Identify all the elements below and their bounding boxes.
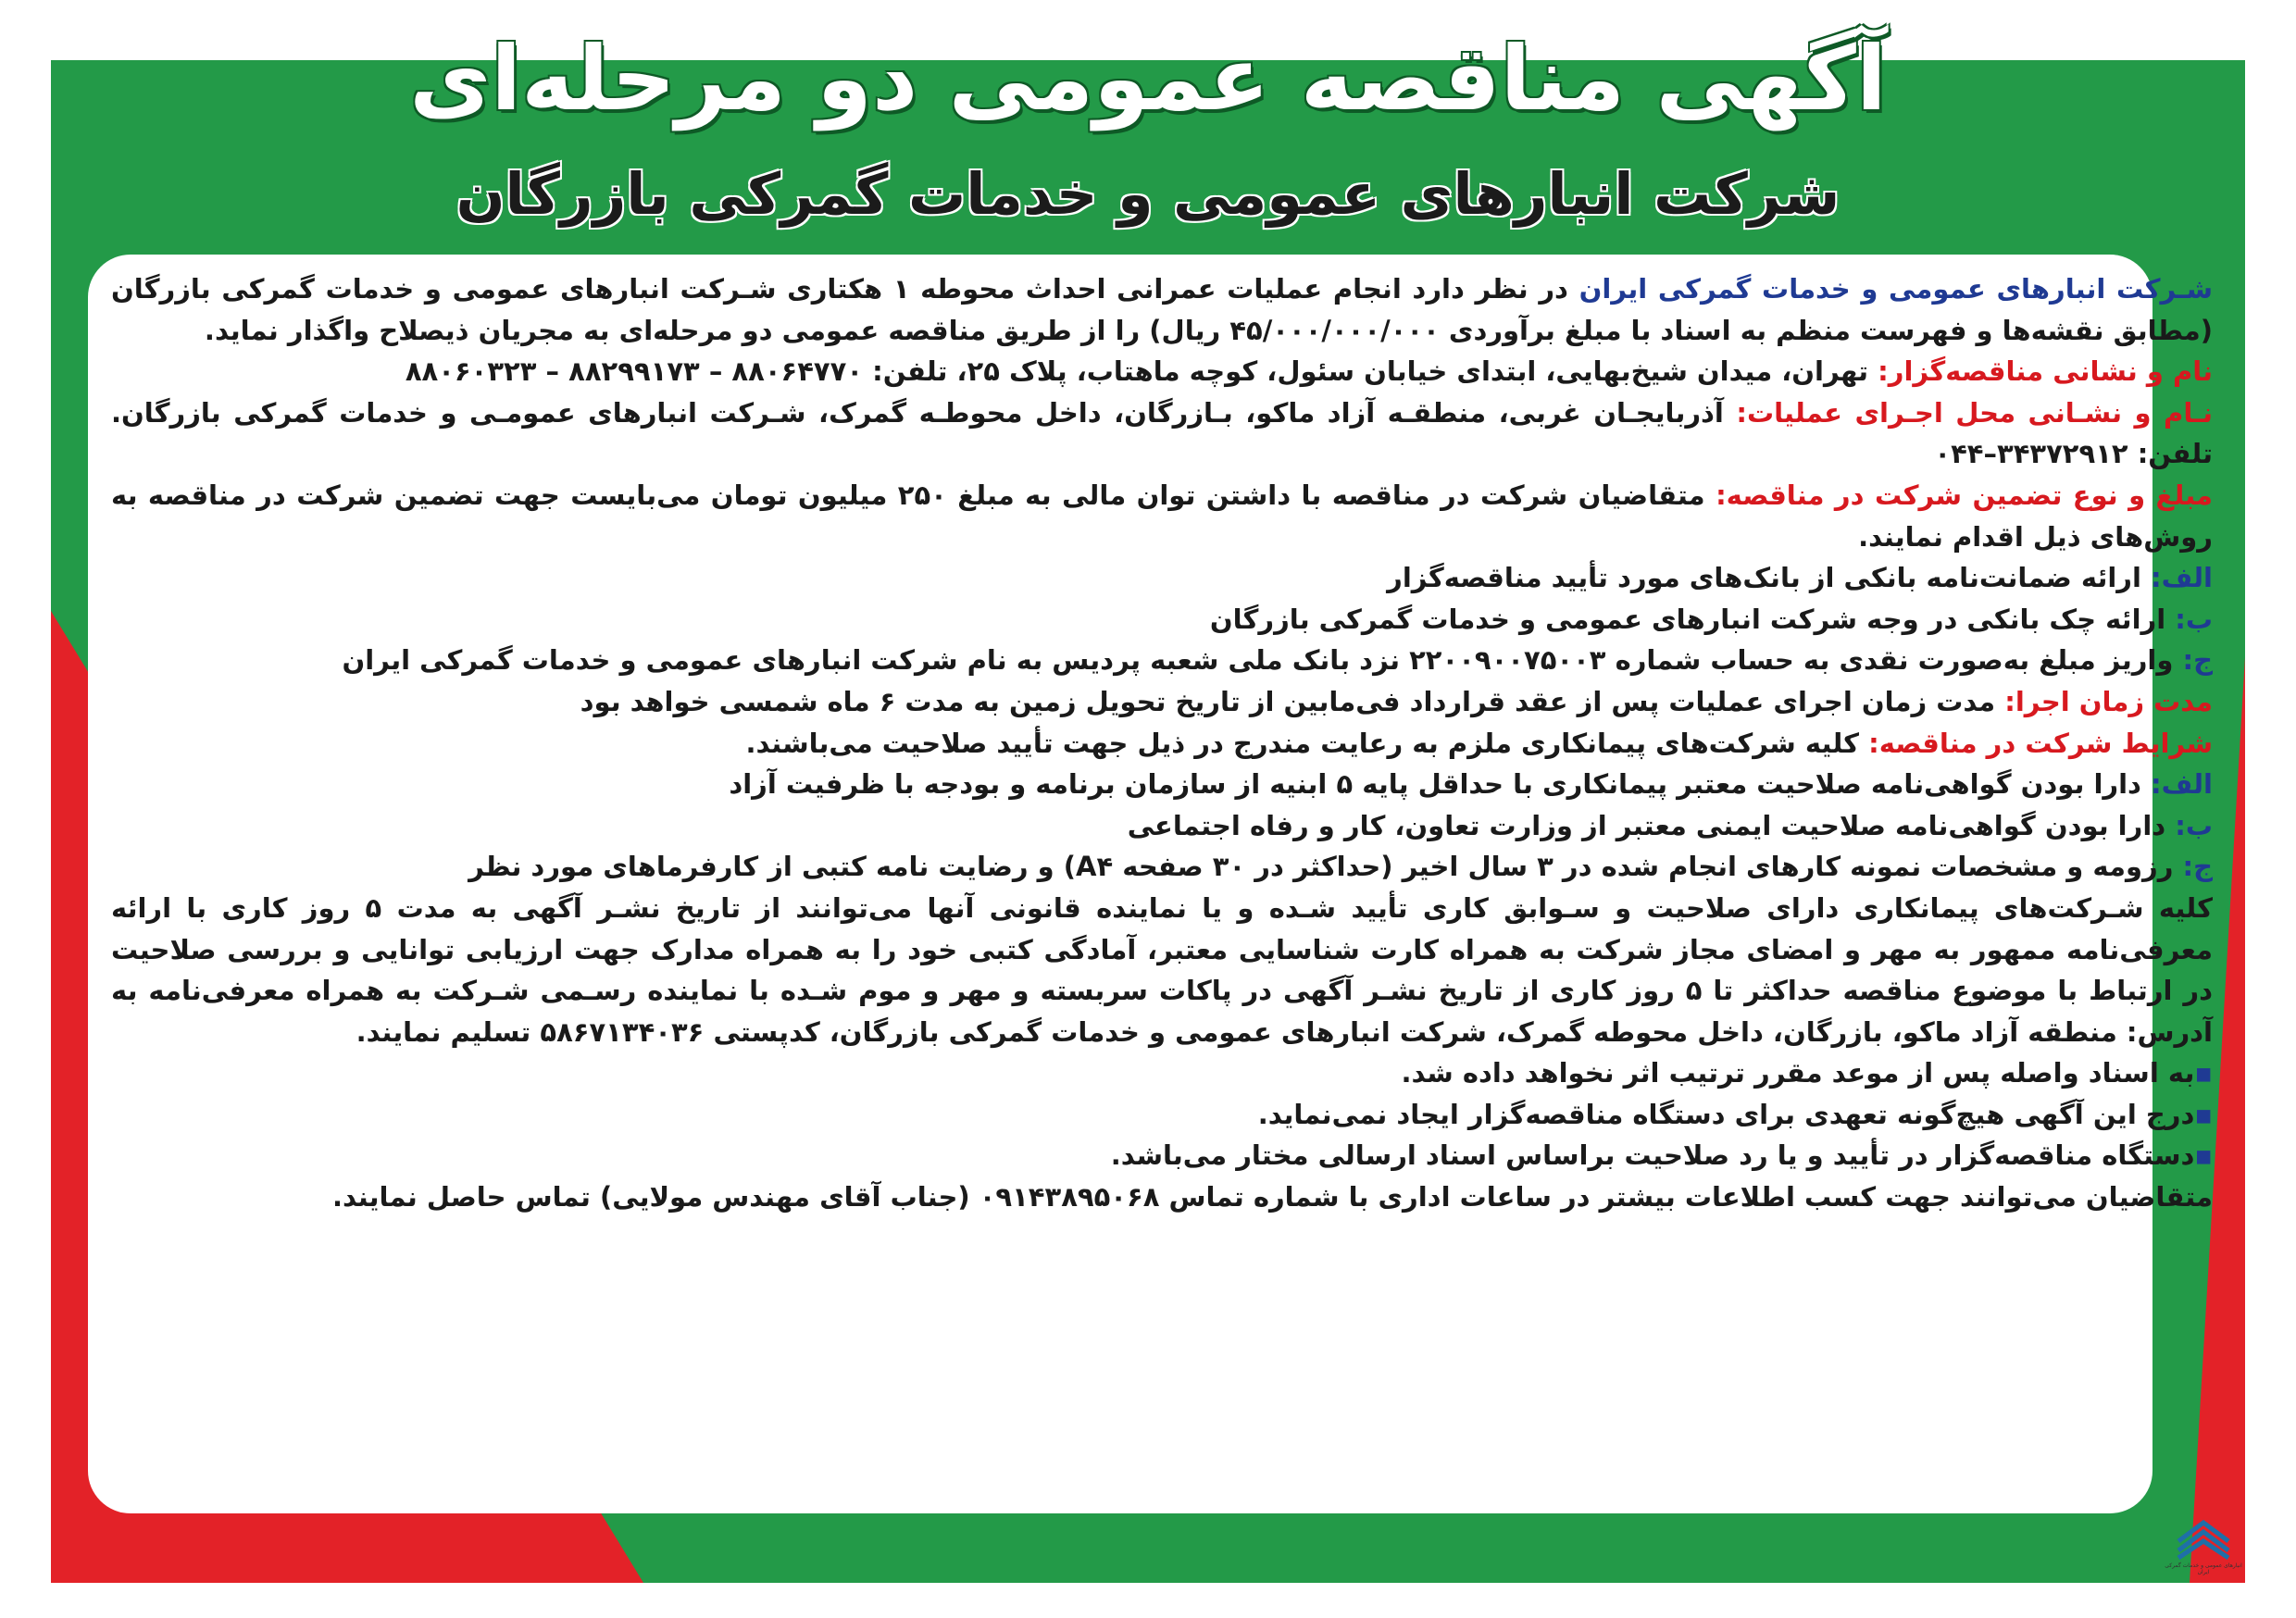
guarantee-option-text: ارائه ضمانت‌نامه بانکی از بانک‌های مورد تأیید مناقصه‌گزار <box>1387 562 2152 594</box>
guarantee-option-letter: ج: <box>2182 644 2213 677</box>
site-label: نـام و نشـانی محل اجـرای عملیات: <box>1736 396 2214 429</box>
note-text: به اسناد واصله پس از موعد مقرر ترتیب اثر نخواهد داده شد. <box>1401 1057 2195 1089</box>
guarantee-option-letter: ب: <box>2175 603 2213 635</box>
guarantee-option-letter: الف: <box>2151 562 2213 594</box>
guarantee-option <box>111 599 2213 641</box>
condition-item-letter: ب: <box>2175 809 2213 841</box>
note-item <box>111 1052 2213 1094</box>
guarantee-option <box>111 557 2213 599</box>
company-name: شـرکت انبارهای عمومی و خدمات گمرکی ایران <box>1578 273 2213 305</box>
note-item <box>111 1094 2213 1136</box>
condition-item-letter: الف: <box>2151 768 2213 801</box>
advert-body <box>111 268 2213 1218</box>
site-address: آذربایجـان غربی، منطقـه آزاد ماکو، بـازرگان، داخل محوطـه گمرک، شـرکت انبارهای عمومـی و خدمات گمرکی بازرگان. تلفن: <box>111 396 2213 470</box>
submission-paragraph: کلیه شـرکت‌های پیمانکاری دارای صلاحیت و سـوابق کاری تأیید شـده و یا نماینده قانونی آنها می‌توانند از تاریخ نشـر آگهی به مدت ۵ روز کاری با ارائه معرفی‌نامه ممهور به مهر و امضای مجاز شرکت به همراه کارت شناسایی معتبر، آمادگی کتبی خود را به همراه مدارک جهت ارزیابی توانایی و بررسی صلاحیت در ارتباط با موضوع مناقصه حداکثر تا ۵ روز کاری از تاریخ نشـر آگهی در پاکات سربسته و مهر و موم شـده با نماینده رسـمی شـرکت به همراه معرفی‌نامه به آدرس: منطقه آزاد ماکو، بازرگان، داخل محوطه گمرک، شرکت انبارهای عمومی و خدمات گمرکی بازرگان، کدپستی ۵۸۶۷۱۳۴۰۳۶ تسلیم نمایند. <box>111 891 2213 1048</box>
duration-text: مدت زمان اجرای عملیات پس از عقد قرارداد فی‌مابین از تاریخ تحویل زمین به مدت ۶ ماه شمسی خواهد بود <box>580 685 2005 717</box>
logo-caption: انبارهای عمومی و خدمات گمرکی ایران <box>2165 1562 2242 1575</box>
condition-item <box>111 764 2213 805</box>
duration-paragraph <box>111 681 2213 723</box>
guarantee-label: مبلغ و نوع تضمین شرکت در مناقصه: <box>1716 479 2213 511</box>
guarantee-text: متقاضیان شرکت در مناقصه با داشتن توان مالی به مبلغ ۲۵۰ میلیون تومان می‌بایست جهت تضمین شرکت در مناقصه به روش‌های ذیل اقدام نمایند. <box>111 479 2213 553</box>
guarantee-option <box>111 640 2213 681</box>
note-text: دستگاه مناقصه‌گزار در تأیید و یا رد صلاحیت براساس اسناد ارسالی مختار می‌باشد. <box>1110 1139 2195 1172</box>
duration-label: مدت زمان اجرا: <box>2004 685 2213 717</box>
guarantee-paragraph <box>111 475 2213 557</box>
site-paragraph <box>111 392 2213 475</box>
bullet-icon: ▪ <box>2194 1139 2213 1172</box>
condition-item <box>111 805 2213 847</box>
tenderer-address: تهران، میدان شیخ‌بهایی، ابتدای خیابان سئول، کوچه ماهتاب، پلاک ۲۵، تلفن: <box>863 355 1878 388</box>
note-text: درج این آگهی هیچ‌گونه تعهدی برای دستگاه مناقصه‌گزار ایجاد نمی‌نماید. <box>1257 1098 2195 1130</box>
bullet-icon: ▪ <box>2194 1057 2213 1089</box>
guarantee-option-text: ارائه چک بانکی در وجه شرکت انبارهای عمومی و خدمات گمرکی بازرگان <box>1209 603 2176 635</box>
bullet-icon: ▪ <box>2194 1098 2213 1130</box>
conditions-text: کلیه شرکت‌های پیمانکاری ملزم به رعایت مندرج در ذیل جهت تأیید صلاحیت می‌باشند. <box>745 727 1869 759</box>
intro-paragraph <box>111 268 2213 351</box>
condition-item-text: دارا بودن گواهی‌نامه صلاحیت معتبر پیمانکاری با حداقل پایه ۵ ابنیه از سازمان برنامه و بودجه با ظرفیت آزاد <box>729 768 2152 801</box>
conditions-paragraph <box>111 723 2213 765</box>
guarantee-option-text: واریز مبلغ به‌صورت نقدی به حساب شماره ۲۲۰۰۹۰۰۷۵۰۰۳ نزد بانک ملی شعبه پردیس به نام شرکت انبارهای عمومی و خدمات گمرکی ایران <box>342 644 2183 677</box>
condition-item-text: رزومه و مشخصات نمونه کارهای انجام شده در ۳ سال اخیر (حداکثر در ۳۰ صفحه A۴) و رضایت نامه کتبی از کارفرماهای مورد نظر <box>468 851 2183 883</box>
note-item <box>111 1135 2213 1176</box>
advert-subtitle: شرکت انبارهای عمومی و خدمات گمرکی بازرگان <box>455 160 1841 228</box>
advert-title: آگهی مناقصه عمومی دو مرحله‌ای <box>409 27 1887 131</box>
contact-paragraph: متقاضیان می‌توانند جهت کسب اطلاعات بیشتر در ساعات اداری با شماره تماس ۰۹۱۴۳۸۹۵۰۶۸ (جناب آقای مهندس مولایی) تماس حاصل نمایند. <box>332 1181 2213 1214</box>
condition-item <box>111 846 2213 888</box>
tenderer-paragraph <box>111 351 2213 392</box>
conditions-label: شرایط شرکت در مناقصه: <box>1868 727 2213 759</box>
site-phone: ۰۴۴–۳۴۳۷۲۹۱۲ <box>1934 438 2128 470</box>
intro-text: در نظر دارد انجام عملیات عمرانی احداث محوطه ۱ هکتاری شـرکت انبارهای عمومی و خدمات گمرکی بازرگان (مطابق نقشه‌ها و فهرست منظم به اسناد با مبلغ برآوردی ۴۵/۰۰۰/۰۰۰/۰۰۰ ریال) را از طریق مناقصه عمومی دو مرحله‌ای به مجریان ذیصلاح واگذار نماید. <box>111 273 2213 346</box>
condition-item-letter: ج: <box>2182 851 2213 883</box>
company-logo-icon <box>2171 1504 2236 1560</box>
condition-item-text: دارا بودن گواهی‌نامه صلاحیت ایمنی معتبر از وزارت تعاون، کار و رفاه اجتماعی <box>1127 809 2176 841</box>
tenderer-label: نام و نشانی مناقصه‌گزار: <box>1878 355 2213 388</box>
tenderer-phones: ۸۸۰۶۰۳۲۳ – ۸۸۲۹۹۱۷۳ – ۸۸۰۶۴۷۷۰ <box>405 355 864 388</box>
